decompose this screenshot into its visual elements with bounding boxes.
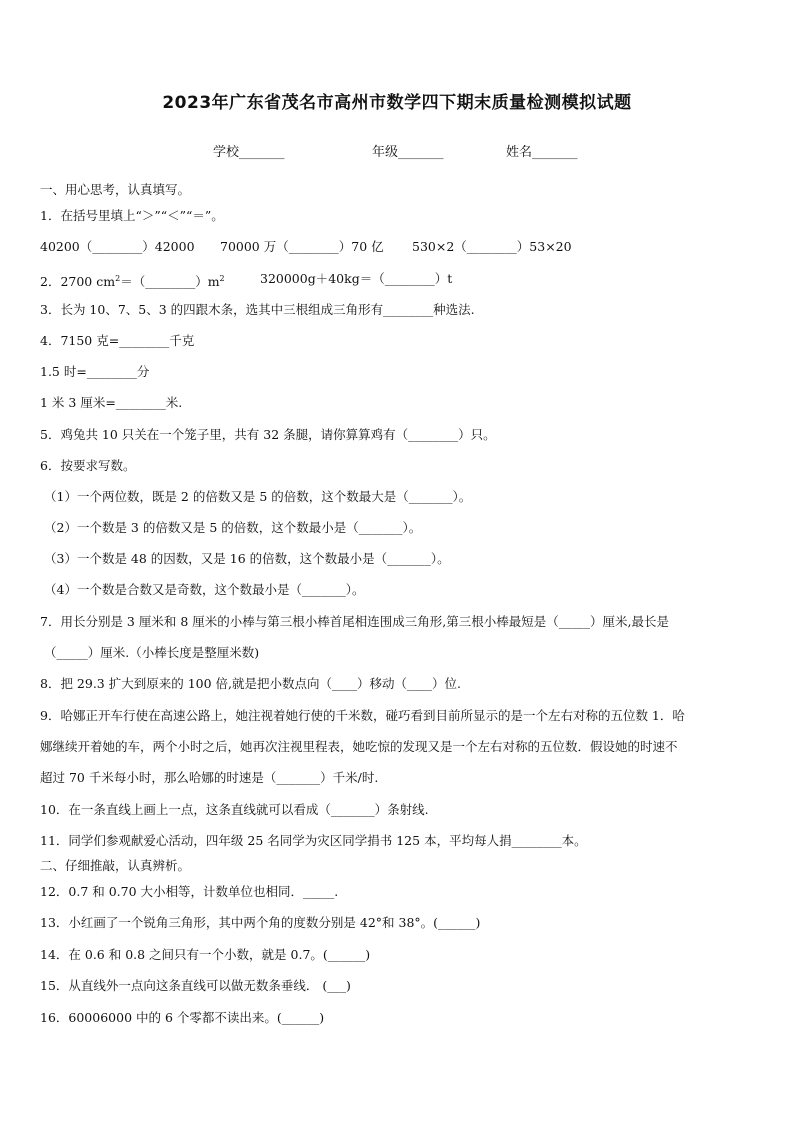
question-1: 1．在括号里填上“＞”“＜”“＝”。 [40,208,224,223]
question-2a-sup: 2 [115,274,121,283]
page-title: 2023年广东省茂名市高州市数学四下期末质量检测模拟试题 [162,93,632,113]
question-2a [40,270,225,291]
question-14: 14．在 0.6 和 0.8 之间只有一个小数，就是 0.7。(______) [40,947,371,962]
question-6: 6．按要求写数。 [40,458,136,473]
question-2b: 320000g＋40kg＝（________）t [260,271,453,286]
school-field: 学校_______ [213,145,285,160]
question-7-line-1: 7．用长分别是 3 厘米和 8 厘米的小棒与第三根小棒首尾相连围成三角形,第三根小棒最短是（_____）厘米,最长是 [40,614,669,629]
question-6-2: （2）一个数是 3 的倍数又是 5 的倍数，这个数最小是（_______）。 [44,520,422,535]
question-1c: 530×2（________）53×20 [412,239,572,254]
question-9-line-1: 9．哈娜正开车行使在高速公路上，她注视着她行使的千米数，碰巧看到目前所显示的是一个左右对称的五位数 1．哈 [40,708,685,723]
question-3: 3．长为 10、7、5、3 的四跟木条，选其中三根组成三角形有________种选法. [40,302,475,317]
question-8: 8．把 29.3 扩大到原来的 100 倍,就是把小数点向（____）移动（____）位. [40,676,461,691]
question-6-1: （1）一个两位数，既是 2 的倍数又是 5 的倍数，这个数最大是（_______）。 [44,489,472,504]
question-1a: 40200（________）42000 [40,239,195,254]
question-15: 15．从直线外一点向这条直线可以做无数条垂线． (___) [40,978,351,993]
question-2a-sup2: 2 [219,274,225,283]
question-2a-pre: 2．2700 cm [40,274,116,290]
grade-field: 年级_______ [372,145,444,160]
question-6-3: （3）一个数是 48 的因数，又是 16 的倍数，这个数最小是（_______）。 [44,551,450,566]
question-4c: 1 米 3 厘米=________米. [40,395,183,410]
question-7-line-2: （_____）厘米.（小棒长度是整厘米数) [44,645,260,660]
question-10: 10．在一条直线上画上一点，这条直线就可以看成（_______）条射线. [40,802,429,817]
section-1-heading: 一、用心思考，认真填写。 [40,182,191,197]
name-field: 姓名_______ [506,145,578,160]
question-2a-post: ＝（________）m [120,274,220,290]
question-1b: 70000 万（________）70 亿 [220,239,384,254]
question-6-4: （4）一个数是合数又是奇数，这个数最小是（_______）。 [44,582,365,597]
question-4a: 4．7150 克=________千克 [40,333,195,348]
question-13: 13．小红画了一个锐角三角形，其中两个角的度数分别是 42°和 38°。(______) [40,915,481,930]
question-12: 12．0.7 和 0.70 大小相等，计数单位也相同．_____. [40,884,339,899]
question-9-line-3: 超过 70 千米每小时，那么哈娜的时速是（_______）千米/时. [40,770,379,785]
question-9-line-2: 娜继续开着她的车，两个小时之后，她再次注视里程表，她吃惊的发现又是一个左右对称的五位数．假设她的时速不 [40,739,678,754]
question-11: 11．同学们参观献爱心活动，四年级 25 名同学为灾区同学捐书 125 本，平均每人捐________本。 [40,833,587,848]
section-2-heading: 二、仔细推敲，认真辨析。 [40,858,191,873]
question-16: 16．60006000 中的 6 个零都不读出来。(______) [40,1010,325,1025]
question-5: 5．鸡兔共 10 只关在一个笼子里，共有 32 条腿，请你算算鸡有（________）只。 [40,427,496,442]
question-4b: 1.5 时=________分 [40,364,150,379]
